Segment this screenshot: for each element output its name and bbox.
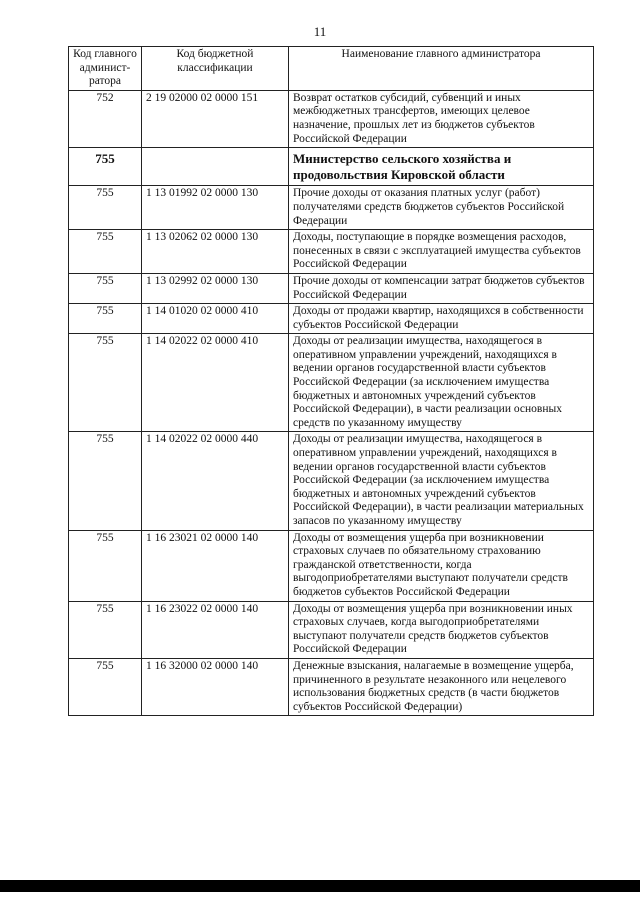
budget-code-cell: [142, 148, 289, 186]
admin-code-cell: 755: [69, 530, 142, 601]
budget-codes-table: [68, 46, 594, 716]
budget-code-cell: 2 19 02000 02 0000 151: [142, 90, 289, 147]
table-row: [69, 334, 594, 432]
admin-name-cell: Прочие доходы от компенсации затрат бюджетов субъектов Российской Федерации: [289, 273, 594, 303]
budget-code-cell: 1 14 01020 02 0000 410: [142, 304, 289, 334]
admin-name-cell: Доходы от реализации имущества, находящегося в оперативном управлении учреждений, находящихся в ведении органов государственной власти субъектов Российской Федерации (за исключением имущества бюджетных и автономных учреждений субъектов Российской Федерации), в части реализации материальных запасов по указанному имуществу: [289, 432, 594, 530]
table-row: [69, 530, 594, 601]
table-row: [69, 273, 594, 303]
budget-code-cell: 1 14 02022 02 0000 440: [142, 432, 289, 530]
admin-code-cell: 755: [69, 432, 142, 530]
admin-name-cell: Прочие доходы от оказания платных услуг (работ) получателями средств бюджетов субъектов Российской Федерации: [289, 186, 594, 230]
table-row: [69, 432, 594, 530]
admin-code-cell: 755: [69, 230, 142, 274]
admin-code-cell: 755: [69, 304, 142, 334]
ministry-name-cell: Министерство сельского хозяйства и продовольствия Кировской области: [289, 148, 594, 186]
budget-code-cell: 1 16 23022 02 0000 140: [142, 601, 289, 658]
admin-name-cell: Денежные взыскания, налагаемые в возмещение ущерба, причиненного в результате незаконного или нецелевого использования бюджетных средств (в части бюджетов субъектов Российской Федерации): [289, 658, 594, 715]
header-budget-code: Код бюджетной классификации: [142, 47, 289, 91]
scan-bottom-edge: [0, 880, 640, 892]
admin-name-cell: Доходы от продажи квартир, находящихся в собственности субъектов Российской Федерации: [289, 304, 594, 334]
admin-name-cell: Доходы, поступающие в порядке возмещения расходов, понесенных в связи с эксплуатацией имущества субъектов Российской Федерации: [289, 230, 594, 274]
admin-name-cell: Возврат остатков субсидий, субвенций и иных межбюджетных трансфертов, имеющих целевое назначение, прошлых лет из бюджетов субъектов Российской Федерации: [289, 90, 594, 147]
admin-name-cell: Доходы от возмещения ущерба при возникновении страховых случаев по обязательному страхованию гражданской ответственности, когда выгодоприобретателями выступают получатели средств бюджетов субъектов Российской Федерации: [289, 530, 594, 601]
budget-code-cell: 1 13 02992 02 0000 130: [142, 273, 289, 303]
table-row: [69, 658, 594, 715]
ministry-heading-row: [69, 148, 594, 186]
table-row: [69, 90, 594, 147]
admin-name-cell: Доходы от реализации имущества, находящегося в оперативном управлении учреждений, находящихся в ведении органов государственной власти субъектов Российской Федерации (за исключением имущества бюджетных и автономных учреждений субъектов Российской Федерации), в части реализации основных средств по указанному имуществу: [289, 334, 594, 432]
admin-name-cell: Доходы от возмещения ущерба при возникновении иных страховых случаев, когда выгодоприобретателями выступают получатели средств бюджетов субъектов Российской Федерации: [289, 601, 594, 658]
admin-code-cell: 755: [69, 334, 142, 432]
admin-code-cell: 752: [69, 90, 142, 147]
admin-code-cell: 755: [69, 148, 142, 186]
table-header-row: [69, 47, 594, 91]
table-row: [69, 230, 594, 274]
table-row: [69, 186, 594, 230]
budget-code-cell: 1 16 23021 02 0000 140: [142, 530, 289, 601]
header-admin-name: Наименование главного администратора: [289, 47, 594, 91]
budget-code-cell: 1 13 01992 02 0000 130: [142, 186, 289, 230]
budget-code-cell: 1 16 32000 02 0000 140: [142, 658, 289, 715]
admin-code-cell: 755: [69, 186, 142, 230]
admin-code-cell: 755: [69, 658, 142, 715]
admin-code-cell: 755: [69, 273, 142, 303]
table-row: [69, 304, 594, 334]
page-number: 11: [313, 24, 327, 39]
budget-code-cell: 1 14 02022 02 0000 410: [142, 334, 289, 432]
budget-code-cell: 1 13 02062 02 0000 130: [142, 230, 289, 274]
admin-code-cell: 755: [69, 601, 142, 658]
table-row: [69, 601, 594, 658]
header-admin-code: Код главного админист-ратора: [69, 47, 142, 91]
